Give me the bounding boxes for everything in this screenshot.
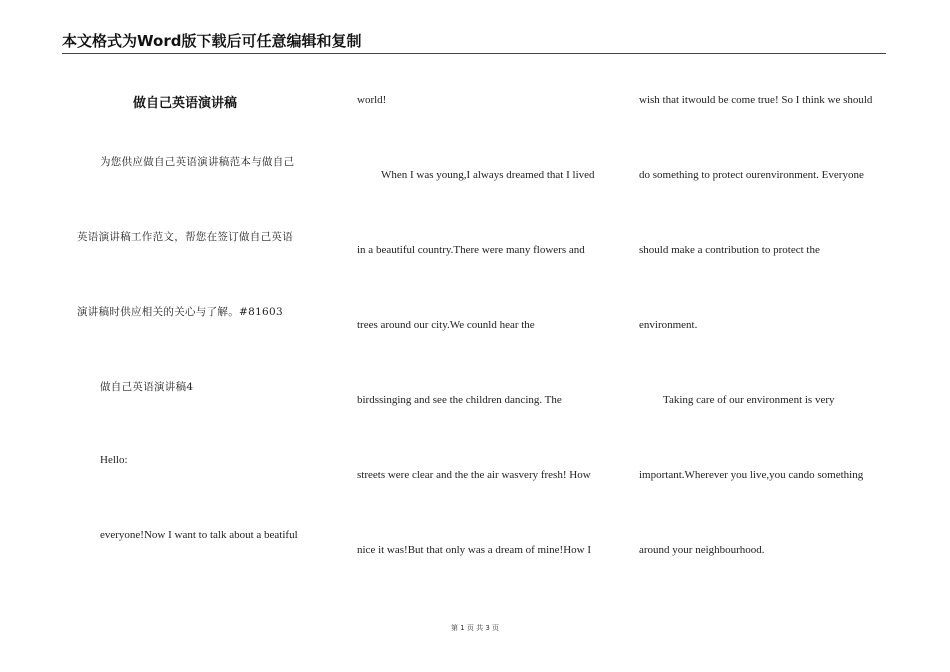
text-line: Hello:: [100, 454, 128, 466]
text-line: When I was young,I always dreamed that I lived: [381, 169, 595, 181]
text-line: around your neighbourhood.: [639, 544, 765, 556]
text-line: nice it was!But that only was a dream of mine!How I: [357, 544, 591, 556]
text-line: should make a contribution to protect the: [639, 244, 820, 256]
text-line: world!: [357, 94, 387, 106]
page-header-title: 本文格式为Word版下载后可任意编辑和复制: [62, 32, 362, 50]
text-line: 为您供应做自己英语演讲稿范本与做自己: [100, 156, 295, 168]
page-number: 第 1 页 共 3 页: [450, 624, 500, 632]
text-line: birdssinging and see the children dancing. The: [357, 394, 562, 406]
text-line: 做自己英语演讲稿4: [100, 381, 194, 393]
text-line: 演讲稿时供应相关的关心与了解。#81603: [77, 306, 283, 318]
text-line: wish that itwould be come true! So I think we should: [639, 94, 873, 106]
header-divider: [62, 53, 886, 54]
text-line: 英语演讲稿工作范文，帮您在签订做自己英语: [77, 231, 293, 243]
document-title: 做自己英语演讲稿: [133, 96, 238, 111]
text-line: in a beautiful country.There were many flowers and: [357, 244, 585, 256]
text-line: trees around our city.We counld hear the: [357, 319, 535, 331]
text-line: streets were clear and the the air wasvery fresh! How: [357, 469, 591, 481]
text-line: everyone!Now I want to talk about a beatiful: [100, 529, 298, 541]
text-line: Taking care of our environment is very: [663, 394, 835, 406]
text-line: do something to protect ourenvironment. Everyone: [639, 169, 864, 181]
text-line: environment.: [639, 319, 698, 331]
text-line: important.Wherever you live,you cando something: [639, 469, 864, 481]
